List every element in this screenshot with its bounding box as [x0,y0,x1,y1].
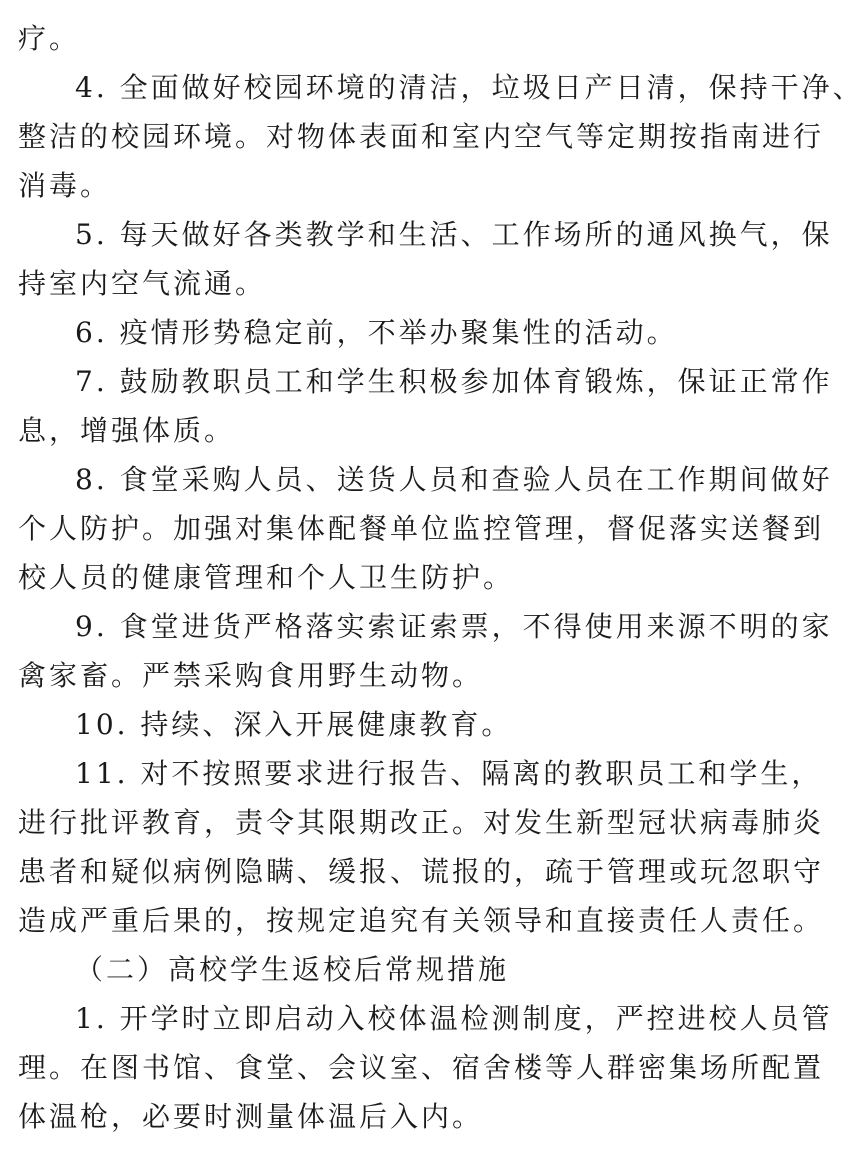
item-11-line-4: 造成严重后果的，按规定追究有关领导和直接责任人责任。 [18,904,825,937]
item-8-line-2: 个人防护。加强对集体配餐单位监控管理，督促落实送餐到 [18,512,825,545]
item-1-line-1: 1. 开学时立即启动入校体温检测制度，严控进校人员管 [75,1002,833,1035]
item-4-line-1: 4. 全面做好校园环境的清洁，垃圾日产日清，保持干净、 [75,71,864,104]
item-4-line-3: 消毒。 [18,169,112,202]
document-page [18,0,864,1141]
text-line: 疗。 [18,22,81,55]
item-5-line-2: 持室内空气流通。 [18,267,267,300]
item-5-line-1: 5. 每天做好各类教学和生活、工作场所的通风换气，保 [75,218,833,251]
item-11-line-3: 患者和疑似病例隐瞒、缓报、谎报的，疏于管理或玩忽职守 [18,855,825,888]
item-10-line-1: 10. 持续、深入开展健康教育。 [75,708,513,741]
item-4-line-2: 整洁的校园环境。对物体表面和室内空气等定期按指南进行 [18,120,825,153]
item-7-line-1: 7. 鼓励教职员工和学生积极参加体育锻炼，保证正常作 [75,365,833,398]
item-1-line-3: 体温枪，必要时测量体温后入内。 [18,1100,484,1133]
item-9-line-1: 9. 食堂进货严格落实索证索票，不得使用来源不明的家 [75,610,833,643]
item-7-line-2: 息，增强体质。 [18,414,236,447]
section-heading: （二）高校学生返校后常规措施 [75,953,510,986]
item-6-line-1: 6. 疫情形势稳定前，不举办聚集性的活动。 [75,316,678,349]
item-11-line-1: 11. 对不按照要求进行报告、隔离的教职员工和学生， [75,757,823,790]
item-11-line-2: 进行批评教育，责令其限期改正。对发生新型冠状病毒肺炎 [18,806,825,839]
item-8-line-3: 校人员的健康管理和个人卫生防护。 [18,561,515,594]
item-8-line-1: 8. 食堂采购人员、送货人员和查验人员在工作期间做好 [75,463,833,496]
item-1-line-2: 理。在图书馆、食堂、会议室、宿舍楼等人群密集场所配置 [18,1051,825,1084]
item-9-line-2: 禽家畜。严禁采购食用野生动物。 [18,659,484,692]
